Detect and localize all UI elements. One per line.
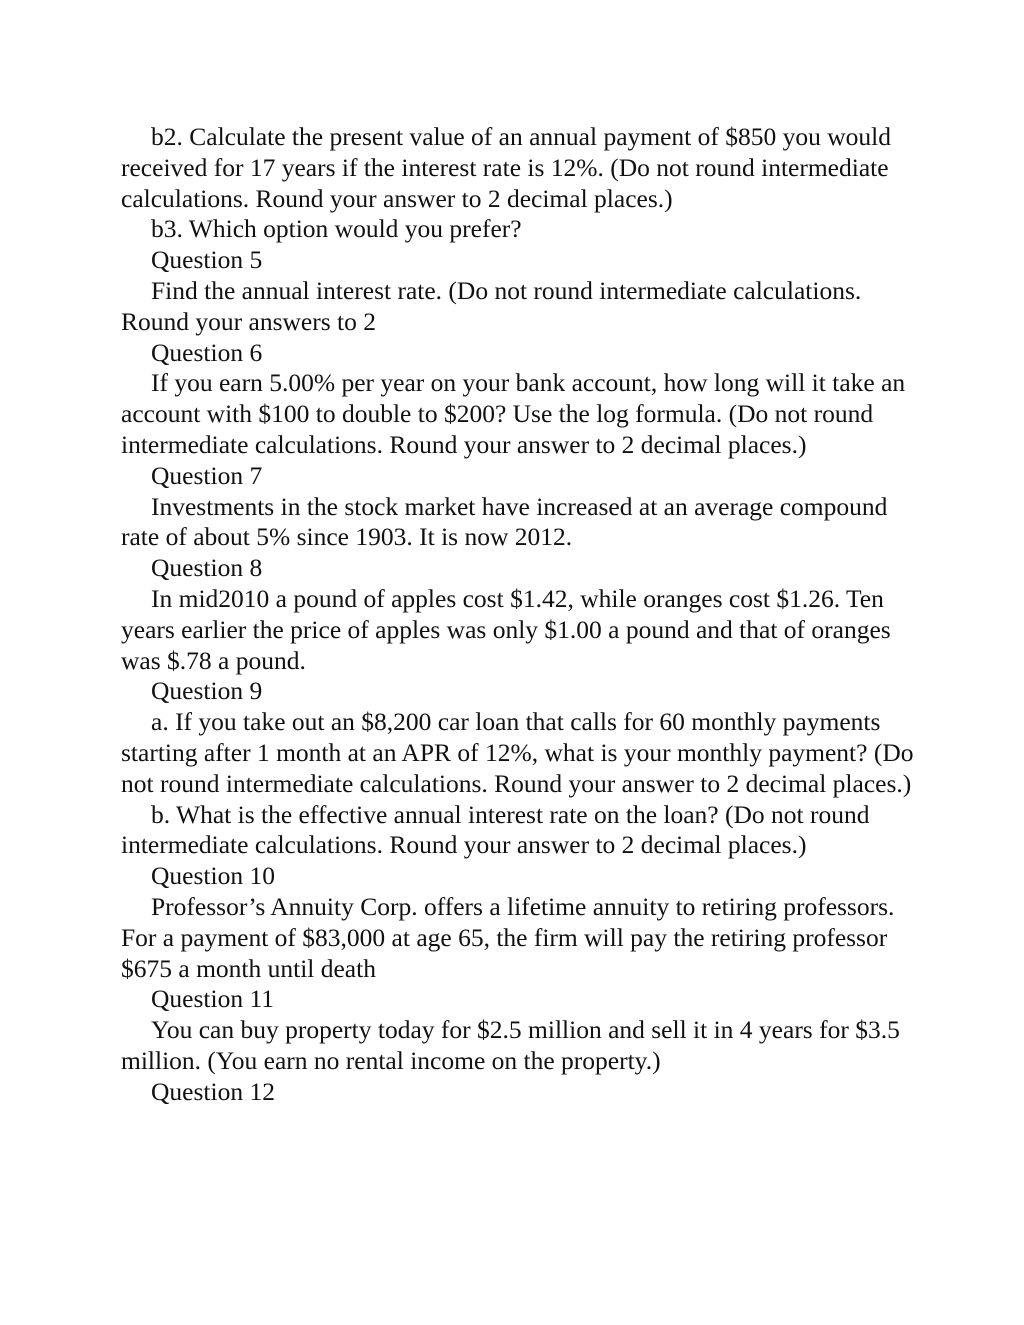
paragraph-b3: b3. Which option would you prefer? [151,214,522,244]
question-9b-text: b. What is the effective annual interest rate on the loan? (Do not round intermediate calculations. Round your answer to 2 decimal places.) [121,799,870,860]
question-11-text: You can buy property today for $2.5 million and sell it in 4 years for $3.5 million. (You earn no rental income on the property.) [121,1015,900,1075]
question-7-text: Investments in the stock market have increased at an average compound rate of about 5% since 1903. It is now 2012. [121,491,888,552]
question-8-heading: Question 8 [151,553,263,583]
question-6-text: If you earn 5.00% per year on your bank account, how long will it take an account with $100 to double to $200? Use the log formula. (Do not round intermediate calculations. Round your answer to 2 decimal places.) [121,368,906,459]
question-6-heading: Question 6 [151,337,263,367]
question-12-heading: Question 12 [151,1076,275,1106]
question-5-heading: Question 5 [151,245,263,275]
question-10-heading: Question 10 [151,861,275,891]
question-9-heading: Question 9 [151,676,263,706]
question-8-text: In mid2010 a pound of apples cost $1.42, while oranges cost $1.26. Ten years earlier the price of apples was only $1.00 a pound and that of oranges was $.78 a pound. [121,583,891,675]
question-11-heading: Question 11 [151,984,275,1014]
question-10-text: Professor’s Annuity Corp. offers a lifetime annuity to retiring professors. For a payment of $83,000 at age 65, the firm will pay the retiring professor $675 a month until death [121,891,895,983]
question-5-text: Find the annual interest rate. (Do not round intermediate calculations. Round your answers to 2 [121,275,862,336]
paragraph-b2: b2. Calculate the present value of an annual payment of $850 you would received for 17 years if the interest rate is 12%. (Do not round intermediate calculations. Round your answer to 2 decimal places.) [121,122,891,213]
question-9a-text: a. If you take out an $8,200 car loan that calls for 60 monthly payments starting after 1 month at an APR of 12%, what is your monthly payment? (Do not round intermediate calculations. Round your answer to 2 decimal places.) [121,707,914,798]
question-7-heading: Question 7 [151,460,263,490]
document-body [121,122,921,1108]
